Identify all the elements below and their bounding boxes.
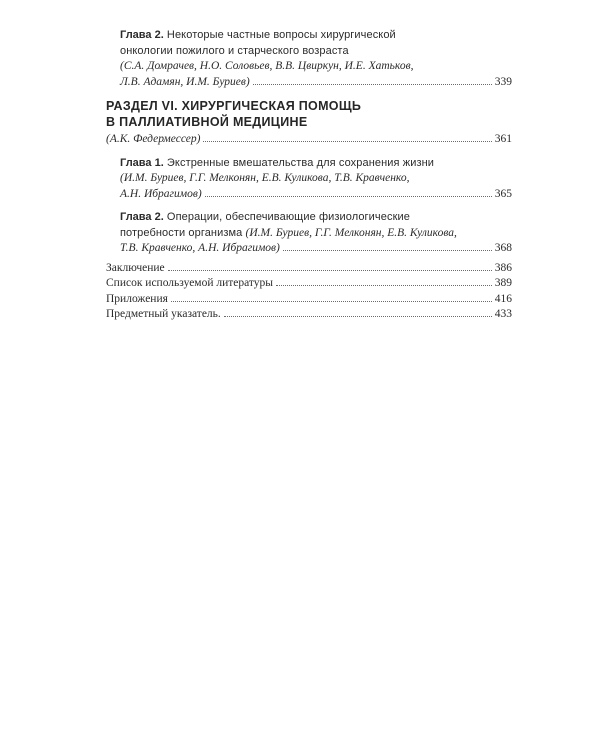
section-heading-line-2: В ПАЛЛИАТИВНОЙ МЕДИЦИНЕ	[106, 115, 308, 129]
section-authors: (А.К. Федермессер)	[106, 133, 201, 145]
leader-dots	[203, 141, 491, 142]
page-number: 389	[494, 277, 512, 289]
page-number: 339	[494, 75, 512, 88]
toc-entry-section-6[interactable]	[106, 98, 512, 148]
table-of-contents	[106, 28, 512, 323]
chapter-authors-line-2	[120, 75, 512, 91]
section-authors-line	[106, 132, 512, 148]
page-number: 416	[494, 292, 512, 305]
leader-dots	[205, 196, 492, 197]
chapter-authors-line-1	[120, 171, 512, 187]
toc-entry-references[interactable]	[106, 276, 512, 292]
toc-entry-conclusion[interactable]	[106, 261, 512, 277]
chapter-label: Глава 2.	[120, 211, 164, 223]
leader-dots	[253, 84, 492, 85]
chapter-label: Глава 1.	[120, 156, 164, 169]
toc-entry-chapter-2-oncology[interactable]	[106, 28, 512, 90]
chapter-authors-continued: А.Н. Ибрагимов)	[120, 187, 202, 200]
chapter-authors: (И.М. Буриев, Г.Г. Мелконян, Е.В. Куликова, Т.В. Кравченко,	[120, 172, 410, 184]
entry-title: Предметный указатель.	[106, 308, 221, 320]
entry-title: Заключение	[106, 261, 165, 274]
chapter-title-line-1	[120, 156, 512, 172]
entry-title: Приложения	[106, 292, 168, 305]
page-number: 368	[494, 242, 512, 254]
leader-dots	[168, 270, 492, 271]
chapter-title: Экстренные вмешательства для сохранения жизни	[163, 156, 435, 169]
chapter-title: Операции, обеспечивающие физиологические	[163, 211, 410, 223]
leader-dots	[224, 316, 492, 317]
chapter-authors-line-1	[120, 59, 512, 75]
page-number: 365	[494, 187, 512, 200]
chapter-authors-line-2	[120, 241, 512, 257]
chapter-authors-continued: Л.В. Адамян, И.М. Буриев)	[120, 75, 250, 88]
leader-dots	[276, 285, 492, 286]
chapter-title-line-1	[120, 28, 512, 44]
chapter-title-line-2	[120, 226, 512, 242]
toc-entry-s6-chapter-2[interactable]	[106, 210, 512, 257]
leader-dots	[283, 250, 492, 251]
page-number: 361	[494, 133, 512, 145]
toc-entry-s6-chapter-1[interactable]	[106, 156, 512, 203]
page-number: 433	[494, 308, 512, 320]
chapter-title-line-1	[120, 210, 512, 226]
chapter-authors-continued: Т.В. Кравченко, А.Н. Ибрагимов)	[120, 242, 280, 254]
chapter-authors-line-2	[120, 187, 512, 203]
leader-dots	[171, 301, 492, 302]
toc-entry-appendices[interactable]	[106, 292, 512, 308]
chapter-title-line-2	[120, 44, 512, 60]
chapter-title: Некоторые частные вопросы хирургической	[163, 29, 396, 41]
toc-entry-index[interactable]	[106, 307, 512, 323]
page-number: 386	[494, 261, 512, 274]
chapter-title-continued: онкологии пожилого и старческого возраста	[120, 44, 349, 57]
chapter-label: Глава 2.	[120, 29, 164, 41]
chapter-title-continued: потребности организма	[120, 226, 246, 239]
entry-title: Список используемой литературы	[106, 277, 274, 289]
chapter-authors: (И.М. Буриев, Г.Г. Мелконян, Е.В. Куликова,	[245, 226, 457, 239]
chapter-authors: (С.А. Домрачев, Н.О. Соловьев, В.В. Цвиркун, И.Е. Хатьков,	[120, 60, 414, 72]
section-heading-line-1: РАЗДЕЛ VI. ХИРУРГИЧЕСКАЯ ПОМОЩЬ	[106, 99, 362, 113]
